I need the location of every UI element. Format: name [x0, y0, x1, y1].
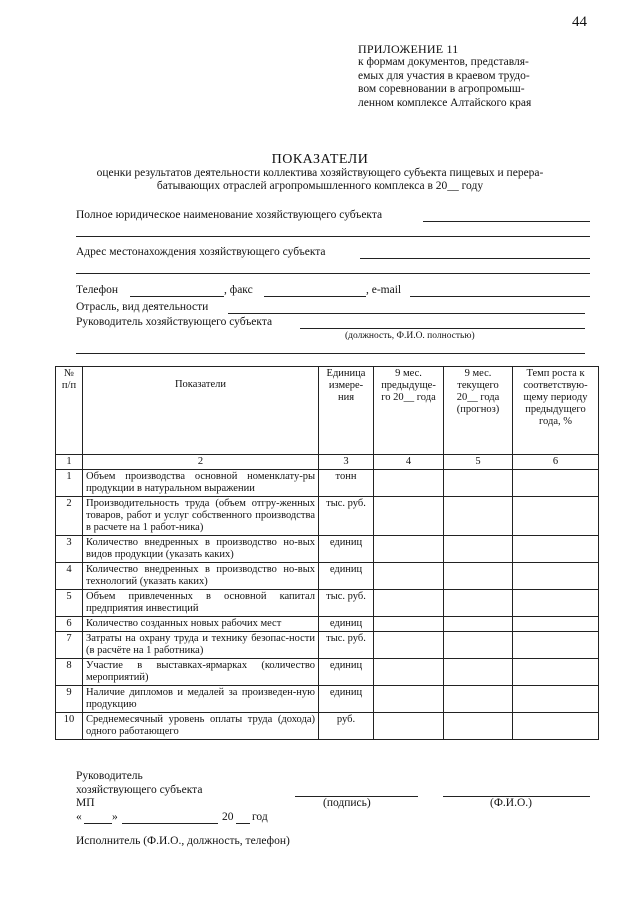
row-current-year-value[interactable] [444, 536, 513, 563]
appendix-title: ПРИЛОЖЕНИЕ 11 [358, 42, 459, 56]
address-line-2[interactable] [76, 273, 590, 274]
row-indicator: Среднемесячный уровень оплаты труда (дохода) одного работающего [83, 713, 319, 740]
row-indicator: Объем производства основной номенклату-ры продукции в натуральном выражении [83, 470, 319, 497]
date-close-quote: » [112, 811, 118, 823]
row-unit: тыс. руб. [319, 632, 374, 659]
mp-label: МП [76, 797, 95, 809]
header-current-year: 9 мес. текущего 20__ года (прогноз) [444, 367, 513, 455]
email-line[interactable] [410, 296, 590, 297]
row-prev-year-value[interactable] [374, 659, 444, 686]
fax-label: , факс [224, 284, 253, 296]
row-prev-year-value[interactable] [374, 536, 444, 563]
table-row [56, 497, 599, 536]
fax-line[interactable] [264, 296, 366, 297]
row-current-year-value[interactable] [444, 497, 513, 536]
row-indicator: Участие в выставках-ярмарках (количество мероприятий) [83, 659, 319, 686]
appendix-block [358, 43, 531, 110]
row-prev-year-value[interactable] [374, 470, 444, 497]
signature-hint: (подпись) [323, 797, 371, 809]
header-unit: Единица измере-ния [319, 367, 374, 455]
row-growth-rate-value[interactable] [513, 617, 599, 632]
row-current-year-value[interactable] [444, 470, 513, 497]
row-unit: единиц [319, 563, 374, 590]
col-number-cell: 5 [444, 455, 513, 470]
table-row [56, 632, 599, 659]
row-prev-year-value[interactable] [374, 590, 444, 617]
table-row [56, 617, 599, 632]
row-unit: единиц [319, 536, 374, 563]
legal-name-label: Полное юридическое наименование хозяйствующего субъекта [76, 209, 383, 221]
row-prev-year-value[interactable] [374, 563, 444, 590]
row-prev-year-value[interactable] [374, 617, 444, 632]
subtitle-line: батывающих отраслей агропромышленного комплекса в 20__ году [156, 180, 484, 192]
row-unit: тонн [319, 470, 374, 497]
appendix-line: ленном комплексе Алтайского края [358, 96, 532, 109]
col-number-cell: 4 [374, 455, 444, 470]
table-row [56, 470, 599, 497]
row-growth-rate-value[interactable] [513, 470, 599, 497]
phone-label: Телефон [76, 284, 119, 296]
subtitle-line: оценки результатов деятельности коллектива хозяйствующего субъекта пищевых и перера- [96, 167, 544, 179]
row-current-year-value[interactable] [444, 632, 513, 659]
row-indicator: Затраты на охрану труда и технику безопас-ности (в расчёте на 1 работника) [83, 632, 319, 659]
row-indicator: Наличие дипломов и медалей за произведен-ную продукцию [83, 686, 319, 713]
row-prev-year-value[interactable] [374, 713, 444, 740]
header-indicator: Показатели [83, 367, 319, 455]
row-growth-rate-value[interactable] [513, 713, 599, 740]
date-day-line[interactable] [84, 823, 112, 824]
row-unit: единиц [319, 686, 374, 713]
address-label: Адрес местонахождения хозяйствующего субъекта [76, 246, 326, 258]
signature-head-line1: Руководитель [76, 770, 143, 782]
address-line[interactable] [360, 258, 590, 259]
document-subtitle [70, 167, 570, 193]
header-number: № п/п [56, 367, 83, 455]
row-unit: тыс. руб. [319, 497, 374, 536]
col-number-cell: 6 [513, 455, 599, 470]
appendix-line: к формам документов, представля- [358, 56, 529, 69]
row-unit: единиц [319, 659, 374, 686]
head-hint: (должность, Ф.И.О. полностью) [345, 331, 475, 341]
table-row [56, 659, 599, 686]
column-number-row [56, 455, 599, 470]
row-growth-rate-value[interactable] [513, 497, 599, 536]
row-current-year-value[interactable] [444, 590, 513, 617]
row-growth-rate-value[interactable] [513, 632, 599, 659]
date-year-line[interactable] [236, 823, 250, 824]
appendix-line: вом соревновании в агропромыш- [358, 83, 525, 96]
row-indicator: Производительность труда (объем отгру-женных товаров, работ и услуг собственного производства в расчете на 1 работ-ника) [83, 497, 319, 536]
row-prev-year-value[interactable] [374, 497, 444, 536]
table-header-row [56, 367, 599, 455]
industry-label: Отрасль, вид деятельности [76, 301, 209, 313]
row-growth-rate-value[interactable] [513, 590, 599, 617]
row-number: 10 [56, 713, 83, 740]
appendix-line: емых для участия в краевом трудо- [358, 69, 530, 82]
phone-line[interactable] [130, 296, 224, 297]
row-growth-rate-value[interactable] [513, 563, 599, 590]
row-growth-rate-value[interactable] [513, 686, 599, 713]
table-row [56, 590, 599, 617]
table-row [56, 686, 599, 713]
date-year-prefix: 20 [222, 811, 234, 823]
head-line[interactable] [300, 328, 585, 329]
row-number: 8 [56, 659, 83, 686]
row-prev-year-value[interactable] [374, 632, 444, 659]
header-growth-rate: Темп роста к соответствую-щему периоду предыдущего года, % [513, 367, 599, 455]
indicators-table [55, 366, 599, 740]
row-unit: единиц [319, 617, 374, 632]
row-indicator: Объем привлеченных в основной капитал предприятия инвестиций [83, 590, 319, 617]
col-number-cell: 3 [319, 455, 374, 470]
signature-head-line2: хозяйствующего субъекта [76, 784, 203, 796]
legal-name-line[interactable] [423, 221, 590, 222]
col-number-cell: 1 [56, 455, 83, 470]
row-number: 9 [56, 686, 83, 713]
row-number: 7 [56, 632, 83, 659]
page-number: 44 [572, 14, 587, 30]
row-indicator: Количество внедренных в производство но-вых технологий (указать каких) [83, 563, 319, 590]
row-number: 6 [56, 617, 83, 632]
document-heading: ПОКАЗАТЕЛИ [271, 152, 369, 167]
head-label: Руководитель хозяйствующего субъекта [76, 316, 273, 328]
email-label: , e-mail [366, 284, 402, 296]
row-growth-rate-value[interactable] [513, 659, 599, 686]
row-number: 5 [56, 590, 83, 617]
row-current-year-value[interactable] [444, 713, 513, 740]
table-body [56, 470, 599, 740]
date-month-line[interactable] [122, 823, 218, 824]
row-number: 1 [56, 470, 83, 497]
row-unit: тыс. руб. [319, 590, 374, 617]
date-open-quote: « [76, 811, 82, 823]
table-row [56, 536, 599, 563]
date-year-suffix: год [252, 811, 268, 823]
table-row [56, 713, 599, 740]
row-indicator: Количество созданных новых рабочих мест [83, 617, 319, 632]
fio-hint: (Ф.И.О.) [490, 797, 532, 809]
table-row [56, 563, 599, 590]
row-current-year-value[interactable] [444, 686, 513, 713]
row-current-year-value[interactable] [444, 617, 513, 632]
row-number: 4 [56, 563, 83, 590]
row-unit: руб. [319, 713, 374, 740]
row-current-year-value[interactable] [444, 563, 513, 590]
row-number: 3 [56, 536, 83, 563]
executor-label: Исполнитель (Ф.И.О., должность, телефон) [76, 835, 290, 847]
row-current-year-value[interactable] [444, 659, 513, 686]
row-number: 2 [56, 497, 83, 536]
head-line-2[interactable] [76, 353, 585, 354]
header-prev-year: 9 мес. предыдуще-го 20__ года [374, 367, 444, 455]
col-number-cell: 2 [83, 455, 319, 470]
row-growth-rate-value[interactable] [513, 536, 599, 563]
row-indicator: Количество внедренных в производство но-вых видов продукции (указать каких) [83, 536, 319, 563]
legal-name-line-2[interactable] [76, 236, 590, 237]
row-prev-year-value[interactable] [374, 686, 444, 713]
industry-line[interactable] [228, 313, 585, 314]
